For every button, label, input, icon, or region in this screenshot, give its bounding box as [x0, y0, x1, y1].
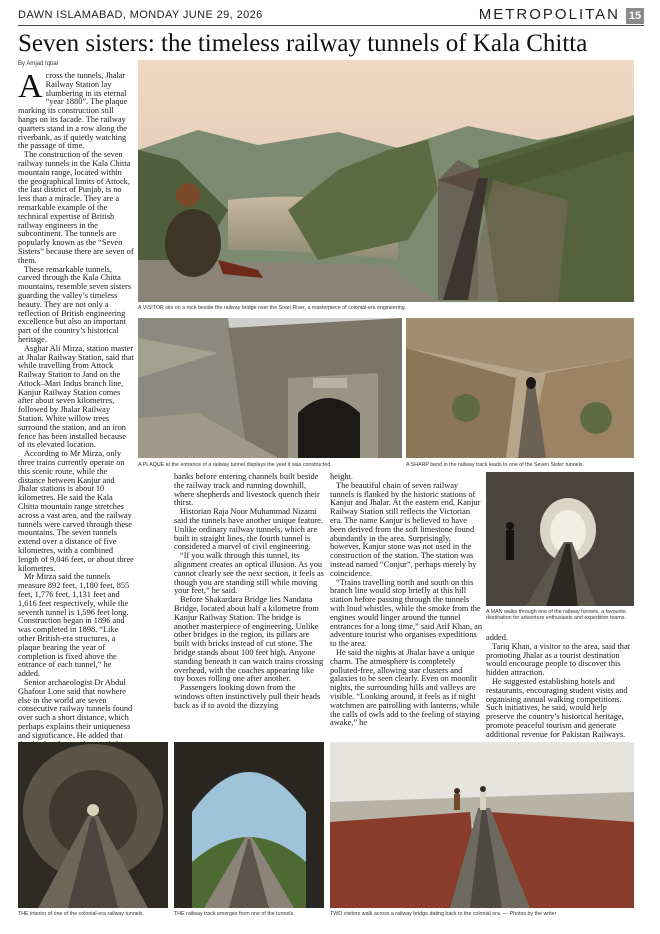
- article-paragraph: Tariq Khan, a visitor to the area, said that promoting Jhalar as a tourist destination would encourage people to discover this hidden attraction.: [486, 641, 630, 678]
- article-paragraph: He said the nights at Jhalar have a unique charm. The atmosphere is completely polluted-free, allowing star clusters and galaxies to be seen clearly. Even on moonlit nights, the surrounding hills and valleys are visible. “Looking around, it feels as if night watchmen are patrolling with lanterns, while the calls of owls add to the feeling of staying awake,” he: [330, 647, 480, 728]
- article-paragraph: Mr Mirza said the tunnels measure 892 feet, 1,180 feet, 855 feet, 1,776 feet, 1,131 feet and 1,616 feet respectively, while the seventh tunnel is 1,596 feet long. Construction began in 1896 and was completed in 1898. “Like other British-era structures, a plaque bearing the year of completion is fixed above the entrance of each tunnel,” he added.: [18, 572, 130, 679]
- section-name: METROPOLITAN: [478, 6, 620, 23]
- man-photo-caption: A MAN walks through one of the railway tunnels, a favourite destination for adventure enthusiasts and expedition teams.: [486, 609, 626, 622]
- headline: Seven sisters: the timeless railway tunnels of Kala Chitta: [18, 30, 588, 57]
- article-column-2: [174, 473, 326, 739]
- article-paragraph: added.: [486, 633, 509, 642]
- tunnel-plaque-photo: [138, 318, 402, 458]
- article-paragraph: Across the tunnels, Jhalar Railway Station lay slumbering in its eternal “year 1880”. The plaque marking its construction still hangs on its facade. The railway quarters stand in a row along the riverbank, as if quietly watching the passage of time.: [18, 68, 128, 151]
- tunnel-interior-photo: [18, 742, 168, 908]
- article-column-3: [330, 473, 482, 739]
- article-paragraph: Before Shakardara Bridge lies Nandana Bridge, located about half a kilometre from Kanjur Railway Station. The bridge is another masterpiece of engineering. Unlike other bridges in the region, its pillars are built with bricks instead of cut stone. The bridge stands about 100 feet high. Anyone standing beneath it can watch trains crossing overhead, with the coaches appearing like toy boxes rolling one after another.: [174, 595, 324, 684]
- article-column-1: [18, 68, 134, 740]
- drop-cap: A: [18, 68, 43, 105]
- article-paragraph: “If you walk through this tunnel, its alignment creates an optical illusion. As you cannot clearly see the next section, it feels as though you are standing still while moving your feet,” he said.: [174, 551, 324, 596]
- main-photo-caption: A VISITOR sits on a rock beside the railway bridge over the Soan River, a masterpiece of colonial-era engineering.: [138, 305, 407, 311]
- page-number: 15: [626, 8, 644, 24]
- article-paragraph: Passengers looking down from the windows often instinctively pull their heads back as if to avoid the dizzying: [174, 683, 321, 710]
- byline: By Amjad Iqbal: [18, 61, 59, 67]
- article-paragraph: The beautiful chain of seven railway tunnels is flanked by the historic stations of Kanjur and Jhalar. At the eastern end, Kanjur Railway Station still reflects the Victorian era. The name Kanjur is believed to have been derived from the soft limestone found abundantly in the area. Surprisingly, however, Kanjur stone was not used in the construction of the station. The station was instead named “Conjur”, perhaps merely by coincidence.: [330, 480, 481, 578]
- railway-bridge-photo: [330, 742, 634, 908]
- article-paragraph: These remarkable tunnels, carved through the Kala Chitta mountains, resemble seven sisters guarding the valley’s timeless beauty. They are not only a reflection of British engineering excellence but also an important part of the country’s historical heritage.: [18, 264, 132, 344]
- masthead: [18, 8, 644, 26]
- article-paragraph: height.: [330, 472, 353, 481]
- article-paragraph: banks before entering channels built beside the railway track and running downhill, where shepherds and livestock quench their thirst.: [174, 472, 320, 508]
- bridge-photo-caption: TWO visitors walk across a railway bridge dating back to the colonial era. — Photos by the writer: [330, 911, 557, 917]
- interior-photo-caption: THE interior of one of the colonial-era railway tunnels.: [18, 911, 145, 917]
- tunnel-exit-photo: [174, 742, 324, 908]
- bend-photo-caption: A SHARP bend in the railway track leads to one of the Seven Sister tunnels.: [406, 462, 585, 468]
- man-in-tunnel-photo: [486, 472, 634, 606]
- exit-photo-caption: THE railway track emerges from one of the tunnels.: [174, 911, 295, 917]
- article-paragraph: Senior archaeologist Dr Abdul Ghafour Lone said that nowhere else in the world are seven consecutive railway tunnels found over such a short distance, which perhaps explains their uniqueness and significance. He added that: [18, 677, 133, 740]
- article-paragraph: He suggested establishing hotels and restaurants, encouraging student visits and organising annual walking competitions. Such initiatives, he said, would help preserve the country’s historical heritage, promote peaceful tourism and generate additional revenue for Pakistan Railways.: [486, 676, 628, 739]
- plaque-photo-caption: A PLAQUE at the entrance of a railway tunnel displays the year it was constructed.: [138, 462, 332, 468]
- article-column-4: [486, 634, 634, 740]
- track-bend-photo: [406, 318, 634, 458]
- masthead-dateline: DAWN ISLAMABAD, MONDAY JUNE 29, 2026: [18, 9, 263, 21]
- article-paragraph: Historian Raja Noor Muhammad Nizami said the tunnels have another unique feature. Unlike ordinary railway tunnels, which are built in straight lines, the fourth tunnel is considered a marvel of civil engineering.: [174, 507, 323, 552]
- article-paragraph: “Trains travelling north and south on this branch line would stop briefly at this hill station before passing through the tunnels with loud whistles, while the smoke from the engines would linger around the tunnel entrances for a long time,” said Arif Khan, an adventure tourist who organises expeditions to the area.: [330, 577, 482, 649]
- article-paragraph: Asghar Ali Mirza, station master at Jhalar Railway Station, said that while travelling from Attock Railway Station to Jand on the Attock–Mari Indus branch line, Kanjur Railway Station comes after about seven kilometres, followed by Jhalar Railway Station. White willow trees surround the station, and an iron fence has been installed because of its elevated location.: [18, 343, 134, 450]
- article-paragraph: The construction of the seven railway tunnels in the Kala Chitta mountain range, located within the geographical limits of Attock, the last district of Punjab, is no less than a miracle. They are a remarkable example of the technical expertise of British railway engineers in the subcontinent. The tunnels are popularly known as the “Seven Sisters” because there are seven of them.: [18, 150, 134, 265]
- article-paragraph: According to Mr Mirza, only three trains currently operate on this scenic route, while the distance between Kanjur and Jhalar stations is about 10 kilometres. He said the Kala Chitta mountain range stretches across a vast area, and the railway tunnels were carved through these mountains. The seven tunnels extend over a distance of five kilometres, with a combined length of 9,046 feet, or about three kilometres.: [18, 449, 134, 573]
- river-valley-photo: [138, 60, 634, 302]
